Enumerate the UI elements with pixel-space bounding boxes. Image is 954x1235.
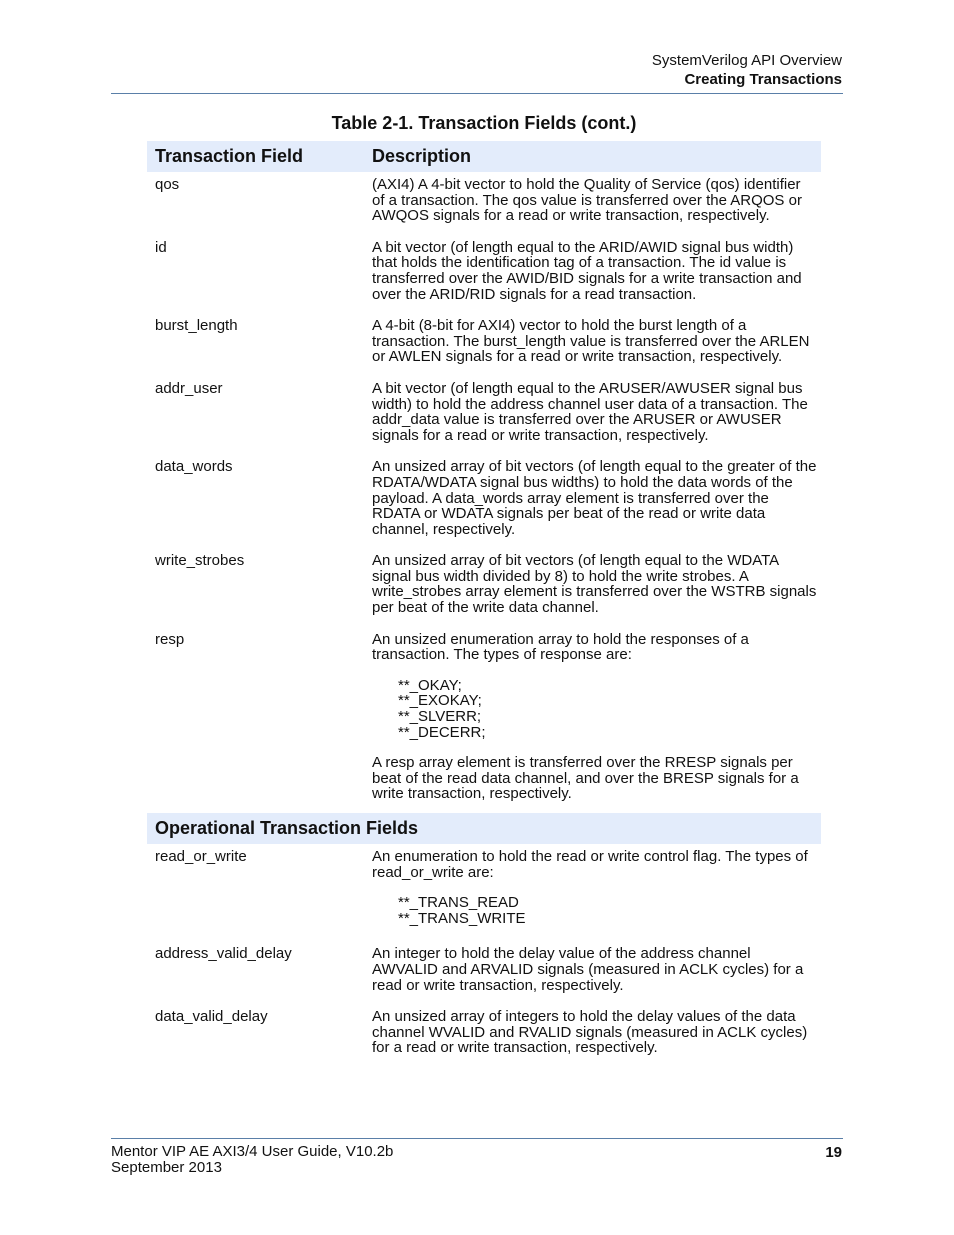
field-description: (AXI4) A 4-bit vector to hold the Quality of Service (qos) identifier of a transaction. The qos value is transferred over the ARQOS or AWQOS signals for a read or write transaction, respectively. [372, 176, 802, 225]
enum-value: **_DECERR; [398, 723, 486, 741]
table-row [147, 1004, 821, 1056]
doc-section-title: SystemVerilog API Overview [651, 52, 842, 69]
field-description: An integer to hold the delay value of the address channel AWVALID and ARVALID signals (measured in ACLK cycles) for a read or write transaction, respectively. [372, 945, 804, 994]
field-description: An unsized enumeration array to hold the responses of a transaction. The types of response are: [372, 630, 749, 664]
table-row [147, 172, 821, 235]
enum-value: **_TRANS_WRITE [398, 909, 526, 927]
guide-title: Mentor VIP AE AXI3/4 User Guide, V10.2b [111, 1143, 394, 1160]
col-header-field: Transaction Field [155, 146, 304, 166]
header-rule [111, 93, 843, 94]
field-description: A 4-bit (8-bit for AXI4) vector to hold the burst length of a transaction. The burst_length value is transferred over the ARLEN or AWLEN signals for a read or write transaction, respectively. [372, 317, 810, 366]
field-name: resp [155, 630, 185, 648]
field-name: id [155, 238, 167, 256]
field-name: read_or_write [155, 848, 247, 865]
running-header [652, 51, 842, 89]
table-row [147, 844, 821, 941]
publish-date: September 2013 [111, 1159, 222, 1176]
table-header-row [147, 141, 821, 172]
field-name: data_words [155, 458, 233, 476]
field-name: addr_user [155, 379, 223, 397]
field-description: An unsized array of integers to hold the delay values of the data channel WVALID and RVALID signals (measured in ACLK cycles) for a read or write transaction, respectively. [372, 1008, 808, 1057]
table-row [147, 454, 821, 548]
section-heading-row: Operational Transaction Fields [147, 813, 821, 844]
section-title: Creating Transactions [684, 71, 842, 88]
table-row [147, 313, 821, 376]
field-description-continued: A resp array element is transferred over the RRESP signals per beat of the read data channel, and over the BRESP signals for a write transaction, respectively. [372, 754, 799, 803]
enum-value: **_TRANS_READ [398, 894, 519, 912]
table-row [147, 548, 821, 626]
table-caption: Table 2-1. Transaction Fields (cont.) [331, 113, 637, 133]
field-name: write_strobes [155, 552, 245, 570]
table-row [147, 235, 821, 313]
field-description: A bit vector (of length equal to the ARUSER/AWUSER signal bus width) to hold the address channel user data of a transaction. The addr_data value is transferred over the ARUSER or AWUSER signals for a read or write transaction, respectively. [372, 379, 808, 444]
field-description: An unsized array of bit vectors (of length equal to the greater of the RDATA/WDATA signal bus widths) to hold the data words of the payload. A data_words array element is transferred over the RDATA or WDATA signals per beat of the read or write data channel, respectively. [372, 458, 817, 538]
enum-value: **_EXOKAY; [398, 692, 482, 710]
enum-list [398, 678, 817, 740]
footer-info [111, 1144, 393, 1176]
field-description: An enumeration to hold the read or write control flag. The types of read_or_write are: [372, 848, 808, 881]
page-number: 19 [825, 1144, 842, 1161]
col-header-description: Description [372, 146, 472, 166]
field-name: address_valid_delay [155, 945, 292, 963]
table-row [147, 941, 821, 1004]
field-description: An unsized array of bit vectors (of length equal to the WDATA signal bus width divided by 8) to hold the write strobes. A write_strobes array element is transferred over the WSTRB signals per beat of the write data channel. [372, 552, 817, 617]
table-row [147, 376, 821, 454]
field-name: data_valid_delay [155, 1008, 268, 1026]
field-description: A bit vector (of length equal to the ARID/AWID signal bus width) that holds the identification tag of a transaction. The id value is transferred over the AWID/BID signals for a write transaction and over the ARID/RID signals for a read transaction. [372, 238, 802, 303]
field-name: qos [155, 176, 180, 193]
enum-value: **_OKAY; [398, 676, 462, 694]
transaction-fields-table [147, 141, 821, 1056]
field-name: burst_length [155, 317, 238, 335]
footer-rule [111, 1138, 843, 1139]
enum-value: **_SLVERR; [398, 708, 482, 726]
enum-list [398, 895, 817, 926]
table-row [147, 627, 821, 813]
